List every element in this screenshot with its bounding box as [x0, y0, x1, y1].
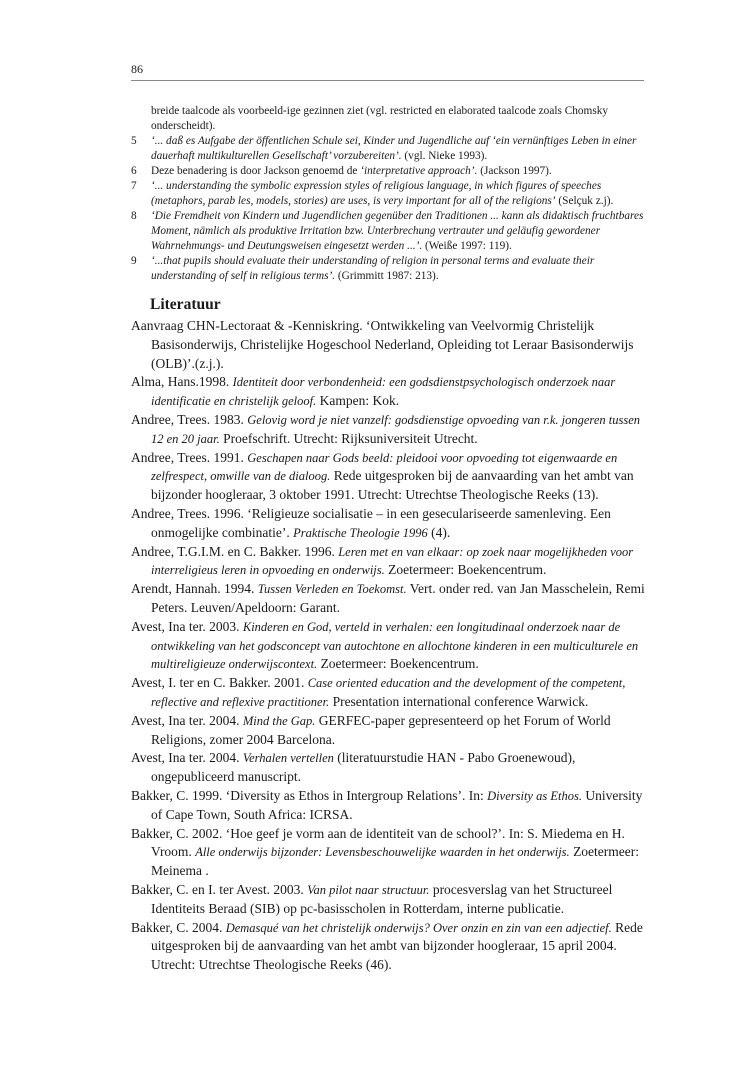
reference-entry — [131, 411, 647, 449]
endnote — [131, 254, 644, 284]
reference-title: Geschapen naar Gods beeld: pleidooi voor opvoeding tot eigenwaarde en zelfrespect, omwille van de dialoog. — [151, 450, 618, 484]
reference-list — [131, 317, 647, 975]
endnote-text-part: Deze benadering is door Jackson genoemd de — [151, 165, 361, 177]
reference-title: Verhalen vertellen — [242, 751, 334, 766]
reference-entry — [131, 712, 647, 750]
reference-entry — [131, 787, 647, 825]
reference-text: Avest, Ina ter. 2003. — [131, 618, 243, 634]
literatuur-heading: Literatuur — [150, 296, 221, 313]
header-rule — [131, 80, 644, 81]
reference-entry — [131, 317, 647, 373]
reference-text: Zoetermeer: Boekencentrum. — [384, 562, 547, 578]
endnote-text — [151, 164, 644, 179]
reference-text: Bakker, C. 2004. — [131, 919, 226, 935]
endnote-list — [131, 134, 644, 284]
endnote — [131, 134, 644, 164]
reference-text: Proefschrift. Utrecht: Rijksuniversiteit Utrecht. — [219, 430, 478, 446]
reference-text: Aanvraag CHN-Lectoraat & -Kenniskring. ‘Ontwikkeling van Veelvormig Christelijk Basisonderwijs, Christelijke Hogeschool Nederland, Opleiding tot Leraar Basisonderwijs (OLB)’.(z.j.). — [131, 318, 634, 371]
reference-title: Kinderen en God, verteld in verhalen: een longitudinaal onderzoek naar de ontwikkeling van het godsconcept van autochtone en allochtone kinderen in een multiculturele en multireligieuze onderwijscontext. — [151, 619, 639, 672]
reference-text: Alma, Hans.1998. — [131, 374, 233, 390]
endnote-text-part: (Jackson 1997). — [477, 165, 552, 177]
reference-text: University of Cape Town, South Africa: ICRSA. — [151, 787, 643, 822]
reference-text: Arendt, Hannah. 1994. — [131, 581, 258, 597]
endnote-number: 8 — [131, 210, 137, 222]
reference-text: Avest, Ina ter. 2004. — [131, 712, 243, 728]
endnote-text — [151, 134, 644, 164]
endnote-text-part: (Weiße 1997: 119). — [422, 240, 512, 252]
reference-title: Demasqué van het christelijk onderwijs? Over onzin en zin van een adjectief. — [225, 920, 612, 935]
reference-title: Alle onderwijs bijzonder: Levensbeschouwelijke waarden in het onderwijs. — [195, 845, 570, 860]
endnote-text-part: ‘Die Fremdheit von Kindern und Jugendlichen gegenüber den Traditionen ... kann als didaktisch fruchtbares Moment, nämlich als produktive Irritation bzw. Unterbrechung vertrauter und geläufig gewordener Wahrnehmungs- und Deutungsweisen eingesetzt werden ...’. — [151, 210, 644, 252]
endnote-text-part: ‘... understanding the symbolic expression styles of religious language, in which figures of speeches (metaphors, parab les, models, stories) are uses, is very important for all of the religions’ — [151, 180, 602, 207]
reference-title: Mind the Gap. — [242, 713, 316, 728]
endnote-number: 6 — [131, 165, 137, 177]
reference-title: Gelovig word je niet vanzelf: godsdienstige opvoeding van r.k. jongeren tussen 12 en 20 jaar. — [151, 412, 640, 446]
endnote — [131, 179, 644, 209]
reference-text: (literatuurstudie HAN - Pabo Groenewoud), ongepubliceerd manuscript. — [151, 750, 576, 785]
reference-text: GERFEC-paper gepresenteerd op het Forum of World Religions, zomer 2004 Barcelona. — [151, 712, 611, 747]
endnote-continuation-text: breide taalcode als voorbeeld-ige gezinnen ziet (vgl. restricted en elaborated taalcode zoals Chomsky onderscheidt). — [151, 105, 609, 132]
reference-title: Case oriented education and the development of the competent, reflective and reflexive practitioner. — [151, 676, 626, 709]
endnote-text — [151, 179, 644, 209]
reference-entry — [131, 618, 647, 674]
reference-entry — [131, 749, 647, 787]
reference-entry — [131, 373, 647, 411]
endnote-text-part: ‘... daß es Aufgabe der öffentlichen Schule sei, Kinder und Jugendliche auf ‘ein vernünftiges Leben in einer dauerhaft multikulturellen Gesellschaft’ vorzubereiten’. — [151, 135, 637, 162]
reference-text: Vert. onder red. van Jan Masschelein, Remi Peters. Leuven/Apeldoorn: Garant. — [151, 581, 645, 615]
reference-text: Andree, Trees. 1996. ‘Religieuze socialisatie – in een geseculariseerde samenleving. Een onmogelijke combinatie’. — [131, 505, 611, 540]
reference-text: Kampen: Kok. — [316, 393, 400, 409]
reference-title: Praktische Theologie 1996 — [293, 525, 428, 540]
endnote-number: 9 — [131, 255, 137, 267]
endnotes — [131, 104, 644, 284]
reference-text: Andree, T.G.I.M. en C. Bakker. 1996. — [131, 543, 339, 559]
endnote-text-part: ‘...that pupils should evaluate their understanding of religion in personal terms and evaluate their understanding of self in religious terms’. — [151, 255, 595, 282]
endnote-continuation — [131, 104, 644, 134]
endnote — [131, 164, 644, 179]
reference-text: Zoetermeer: Boekencentrum. — [317, 656, 479, 672]
reference-entry — [131, 919, 647, 975]
reference-entry — [131, 543, 647, 581]
reference-entry — [131, 505, 647, 543]
reference-entry — [131, 825, 647, 881]
reference-text: Zoetermeer: Meinema . — [151, 844, 640, 879]
reference-text: Rede uitgesproken bij de aanvaarding van het ambt van bijzonder hoogleraar, 15 april 2004. Utrecht: Utrechtse Theologische Reeks (46). — [151, 919, 643, 973]
endnote — [131, 209, 644, 254]
endnote-text-part: (Grimmitt 1987: 213). — [335, 270, 439, 282]
endnote-text-part: (vgl. Nieke 1993). — [401, 150, 488, 162]
reference-entry — [131, 674, 647, 712]
reference-title: Identiteit door verbondenheid: een godsdienstpsychologisch onderzoek naar identificatie en christelijk geloof. — [151, 375, 616, 409]
reference-text: (4). — [427, 524, 451, 540]
reference-text: Bakker, C. 2002. ‘Hoe geef je vorm aan de identiteit van de school?’. In: S. Miedema en H. Vroom. — [131, 825, 625, 860]
reference-entry — [131, 580, 647, 618]
reference-text: Rede uitgesproken bij de aanvaarding van het ambt van bijzonder hoogleraar, 3 oktober 1991. Utrecht: Utrechtse Theologische Reeks (13). — [151, 468, 634, 503]
reference-text: Avest, Ina ter. 2004. — [131, 750, 243, 766]
reference-text: Andree, Trees. 1991. — [131, 449, 248, 465]
reference-entry — [131, 881, 647, 919]
reference-text: procesverslag van het Structureel Identiteits Beraad (SIB) op pc-basisscholen in Rotterdam, interne publicatie. — [151, 881, 613, 916]
reference-text: Bakker, C. en I. ter Avest. 2003. — [131, 881, 308, 897]
reference-text: Andree, Trees. 1983. — [131, 411, 248, 427]
endnote-text-part: (Selçuk z.j). — [555, 195, 614, 207]
reference-title: Diversity as Ethos. — [487, 788, 582, 803]
reference-text: Presentation international conference Warwick. — [329, 693, 589, 709]
reference-title: Van pilot naar structuur. — [307, 882, 430, 897]
endnote-number: 7 — [131, 180, 137, 192]
reference-text: Avest, I. ter en C. Bakker. 2001. — [131, 675, 308, 691]
reference-title: Leren met en van elkaar: op zoek naar mogelijkheden voor interreligieus leren in opvoeding en onderwijs. — [151, 544, 634, 578]
endnote-text-italic: ‘interpretative approach’. — [360, 165, 478, 177]
endnote-text — [151, 209, 644, 254]
endnote-text — [151, 254, 644, 284]
endnote-number: 5 — [131, 135, 137, 147]
reference-entry — [131, 449, 647, 505]
reference-title: Tussen Verleden en Toekomst. — [257, 582, 407, 597]
page-number: 86 — [131, 62, 143, 76]
reference-text: Bakker, C. 1999. ‘Diversity as Ethos in Intergroup Relations’. In: — [131, 787, 488, 803]
